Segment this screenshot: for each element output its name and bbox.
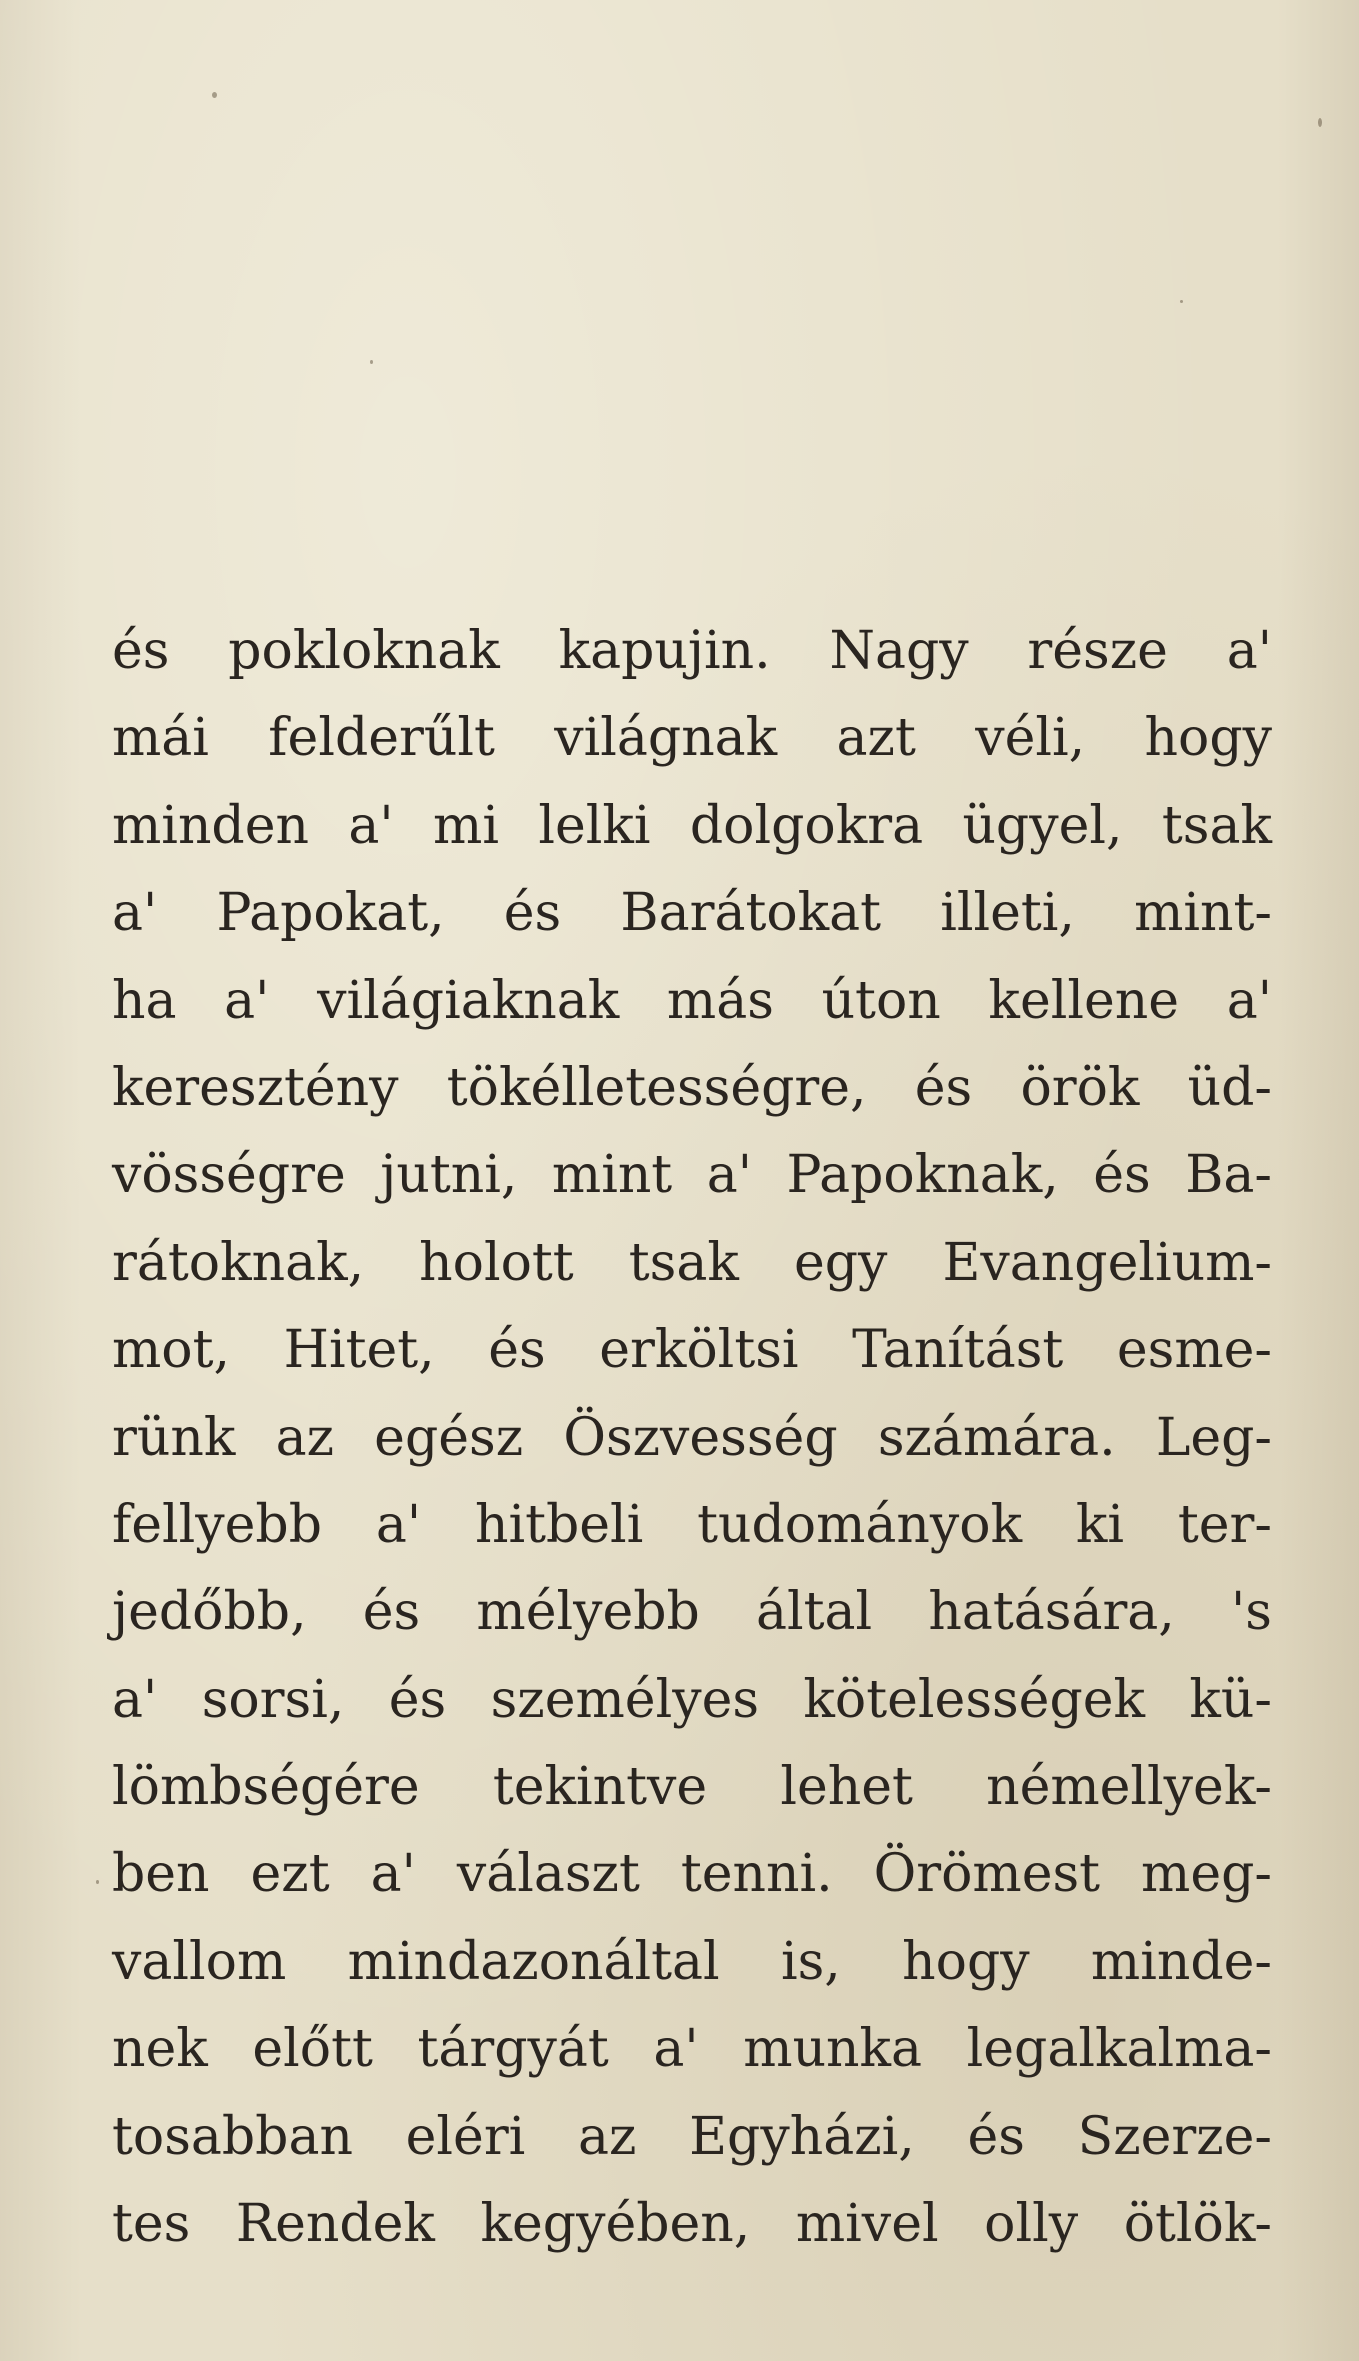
text-line: tosabban eléri az Egyházi, és Szerze-	[112, 2106, 1272, 2167]
text-line: rünk az egész Öszvesség számára. Leg-	[112, 1407, 1272, 1468]
paper-speck	[96, 1880, 99, 1884]
text-line: rátoknak, holott tsak egy Evangelium-	[112, 1232, 1272, 1293]
text-line: a' sorsi, és személyes kötelességek kü-	[112, 1669, 1272, 1730]
body-text	[112, 608, 1272, 2268]
text-line: vösségre jutni, mint a' Papoknak, és Ba-	[112, 1145, 1272, 1206]
text-line: tes Rendek kegyében, mivel olly ötlök-	[112, 2194, 1272, 2255]
paper-speck	[1180, 300, 1183, 303]
text-line: jedőbb, és mélyebb által hatására, 's	[112, 1582, 1272, 1643]
paper-speck	[1318, 118, 1322, 127]
text-line: lömbségére tekintve lehet némellyek-	[112, 1757, 1272, 1818]
paper-speck	[212, 92, 217, 98]
text-line: nek előtt tárgyát a' munka legalkalma-	[112, 2019, 1272, 2080]
text-line: mot, Hitet, és erköltsi Tanítást esme-	[112, 1320, 1272, 1381]
text-line: vallom mindazonáltal is, hogy minde-	[112, 1931, 1272, 1992]
paper-speck	[370, 360, 373, 364]
text-line: és pokloknak kapujin. Nagy része a'	[112, 621, 1272, 681]
text-line: keresztény tökélletességre, és örök üd-	[112, 1057, 1272, 1118]
text-line: ha a' világiaknak más úton kellene a'	[112, 970, 1272, 1031]
text-line: minden a' mi lelki dolgokra ügyel, tsak	[112, 795, 1272, 856]
text-line: mái felderűlt világnak azt véli, hogy	[112, 708, 1272, 769]
text-line: ben ezt a' választ tenni. Örömest meg-	[112, 1844, 1272, 1905]
text-line: fellyebb a' hitbeli tudományok ki ter-	[112, 1494, 1272, 1555]
text-line: a' Papokat, és Barátokat illeti, mint-	[112, 883, 1272, 944]
